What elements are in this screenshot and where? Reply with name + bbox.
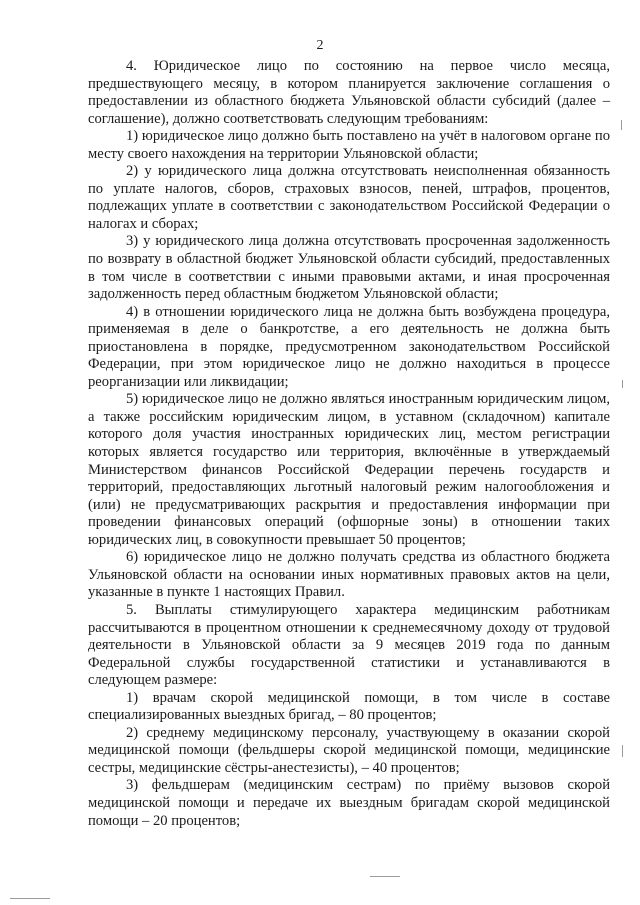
paragraph-4-1: 1) юридическое лицо должно быть поставлено на учёт в налоговом органе по месту своего нахождения на территории Ульяновской области; [88,128,610,162]
paragraph-4-5: 5) юридическое лицо не должно являться иностранным юридическим лицом, а также российским юридическим лицом, в уставном (складочном) капитале которого доля участия иностранных юридических лиц, местом регистрации которых является государство или территория, включённые в утверждаемый Министерством финансов Российской Федерации перечень государств и территорий, предоставляющих льготный налоговый режим налогообложения и (или) не предусматривающих раскрытия и предоставления информации при проведении финансовых операций (офшорные зоны) в отношении таких юридических лиц, в совокупности превышает 50 процентов; [88,391,610,548]
scan-artifact-right-1 [621,120,622,130]
paragraph-4-3: 3) у юридического лица должна отсутствовать просроченная задолженность по возврату в областной бюджет Ульяновской области субсидий, предоставленных в том числе в соответствии с иными правовыми актами, и иная просроченная задолженность перед областным бюджетом Ульяновской области; [88,233,610,303]
paragraph-5-2: 2) среднему медицинскому персоналу, участвующему в оказании скорой медицинской помощи (фельдшеры скорой медицинской помощи, медицинские сестры, медицинские сёстры-анестезисты), – 40 процентов; [88,724,610,776]
scan-artifact-bottom-1 [370,876,400,877]
document-body [88,58,610,830]
scan-artifact-right-3 [622,745,623,757]
paragraph-4: 4. Юридическое лицо по состоянию на первое число месяца, предшествующего месяцу, в котором планируется заключение соглашения о предоставлении из областного бюджета Ульяновской области субсидий (далее – соглашение), должно соответствовать следующим требованиям: [88,58,610,127]
scan-artifact-right-2 [622,380,623,388]
paragraph-5: 5. Выплаты стимулирующего характера медицинским работникам рассчитываются в процентном отношении к среднемесячному доходу от трудовой деятельности в Ульяновской области за 9 месяцев 2019 года по данным Федеральной службы государственной статистики и устанавливаются в следующем размере: [88,601,610,689]
paragraph-5-1: 1) врачам скорой медицинской помощи, в том числе в составе специализированных выездных бригад, – 80 процентов; [88,689,610,724]
paragraph-4-2: 2) у юридического лица должна отсутствовать неисполненная обязанность по уплате налогов, сборов, страховых взносов, пеней, штрафов, процентов, подлежащих уплате в соответствии с законодательством Российской Федерации о налогах и сборах; [88,163,610,232]
scan-artifact-bottom-2 [10,898,50,899]
page-number: 2 [316,38,324,53]
paragraph-5-3: 3) фельдшерам (медицинским сестрам) по приёму вызовов скорой медицинской помощи и передаче их выездным бригадам скорой медицинской помощи – 20 процентов; [88,777,610,829]
paragraph-4-6: 6) юридическое лицо не должно получать средства из областного бюджета Ульяновской области на основании иных нормативных правовых актов на цели, указанные в пункте 1 настоящих Правил. [88,549,610,601]
paragraph-4-4: 4) в отношении юридического лица не должна быть возбуждена процедура, применяемая в деле о банкротстве, а его деятельность не должна быть приостановлена в порядке, предусмотренном законодательством Российской Федерации, при этом юридическое лицо не должно находиться в процессе реорганизации или ликвидации; [88,303,610,390]
